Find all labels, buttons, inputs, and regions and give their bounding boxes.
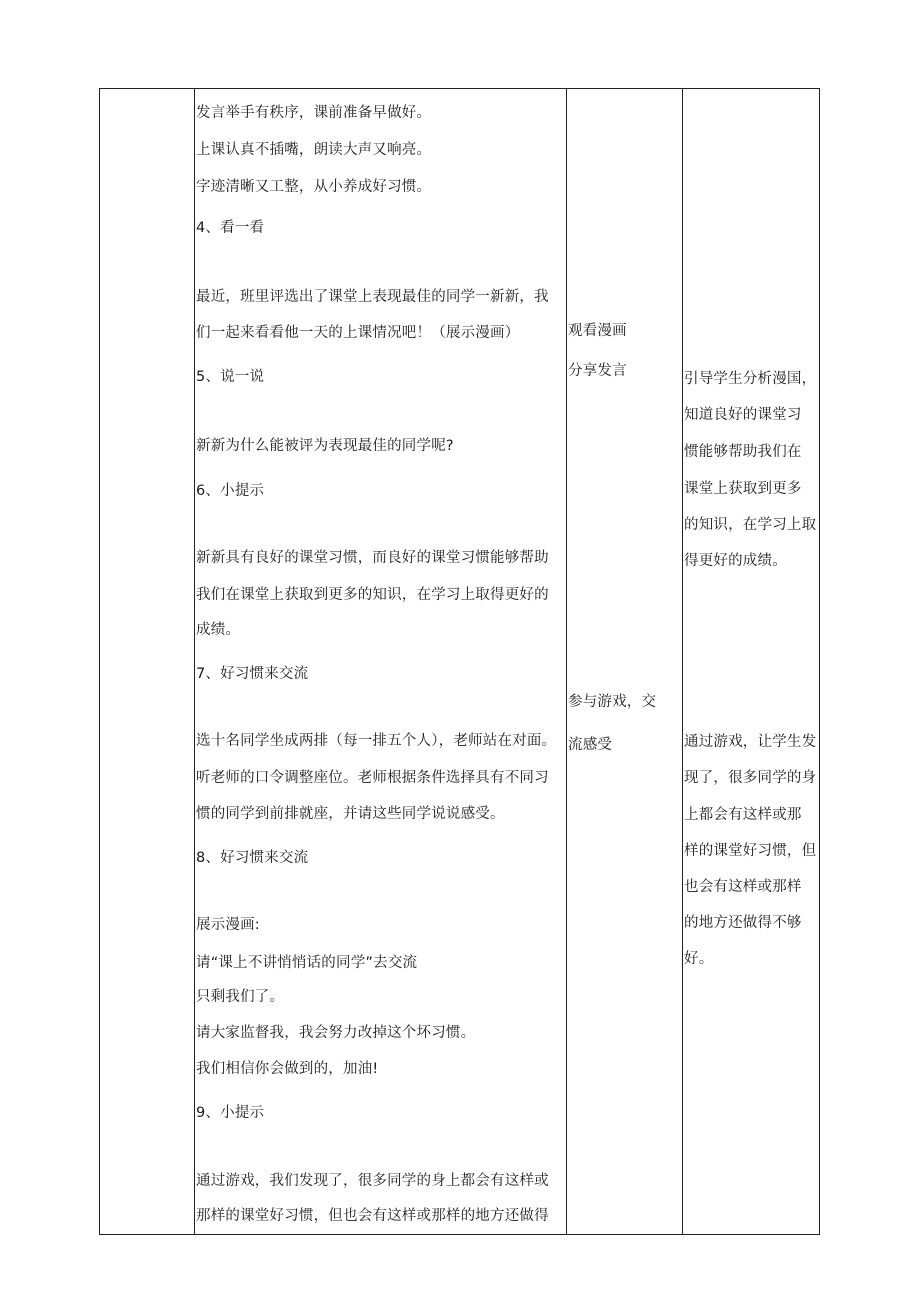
content-line: 新新为什么能被评为表现最佳的同学呢?: [196, 438, 454, 454]
student-activity-line: 流感受: [568, 737, 613, 753]
design-intent-line: 的地方还做得不够: [684, 915, 802, 931]
content-line: 成绩。: [196, 622, 241, 638]
content-line: 惯的同学到前排就座，并请这些同学说说感受。: [196, 806, 505, 822]
column-divider-3: [682, 89, 683, 1234]
content-line: 选十名同学坐成两排（每一排五个人），老师站在对面。: [196, 733, 557, 749]
content-line: 上课认真不插嘴，朗读大声又响亮。: [196, 142, 432, 158]
design-intent-line: 样的课堂好习惯，但: [684, 843, 817, 859]
column-divider-1: [194, 89, 195, 1234]
content-line: 通过游戏，我们发现了，很多同学的身上都会有这样或: [196, 1173, 549, 1189]
student-activity-line: 参与游戏，交: [568, 694, 657, 710]
content-line: 我们相信你会做到的，加油!: [196, 1061, 379, 1077]
student-activity-line: 分享发言: [568, 363, 627, 379]
content-line: 只剩我们了。: [196, 989, 285, 1005]
content-line: 展示漫画:: [196, 917, 260, 933]
lesson-plan-table: [99, 88, 820, 1235]
content-line: 新新具有良好的课堂习惯，而良好的课堂习惯能够帮助: [196, 550, 549, 566]
content-line: 我们在课堂上获取到更多的知识，在学习上取得更好的: [196, 587, 549, 603]
student-activity-line: 观看漫画: [568, 323, 627, 339]
content-line: 听老师的口令调整座位。老师根据条件选择具有不同习: [196, 770, 549, 786]
section-heading: 8、好习惯来交流: [196, 850, 309, 866]
design-intent-line: 知道良好的课堂习: [684, 407, 802, 423]
content-line: 们一起来看看他一天的上课情况吧！（展示漫画）: [196, 325, 520, 341]
content-line: 发言举手有秩序，课前准备早做好。: [196, 105, 432, 121]
design-intent-line: 上都会有这样或那: [684, 807, 802, 823]
content-line: 请“课上不讲悄悄话的同学”去交流: [196, 955, 418, 971]
design-intent-line: 也会有这样或那样: [684, 879, 802, 895]
content-line: 字迹清晰又工整，从小养成好习惯。: [196, 179, 432, 195]
content-line: 请大家监督我，我会努力改掉这个坏习惯。: [196, 1025, 476, 1041]
design-intent-line: 的知识，在学习上取: [684, 517, 817, 533]
design-intent-line: 现了，很多同学的身: [684, 770, 817, 786]
design-intent-line: 得更好的成绩。: [684, 553, 787, 569]
section-heading: 4、看一看: [196, 220, 265, 236]
section-heading: 5、说一说: [196, 369, 265, 385]
section-heading: 7、好习惯来交流: [196, 666, 309, 682]
section-heading: 9、小提示: [196, 1105, 265, 1121]
design-intent-line: 引导学生分析漫国，: [684, 371, 817, 387]
design-intent-line: 通过游戏，让学生发: [684, 734, 817, 750]
design-intent-line: 好。: [684, 951, 714, 967]
design-intent-line: 惯能够帮助我们在: [684, 444, 802, 460]
section-heading: 6、小提示: [196, 483, 265, 499]
content-line: 那样的课堂好习惯，但也会有这样或那样的地方还做得: [196, 1208, 549, 1224]
design-intent-line: 课堂上获取到更多: [684, 481, 802, 497]
content-line: 最近，班里评选出了课堂上表现最佳的同学一新新，我: [196, 289, 549, 305]
